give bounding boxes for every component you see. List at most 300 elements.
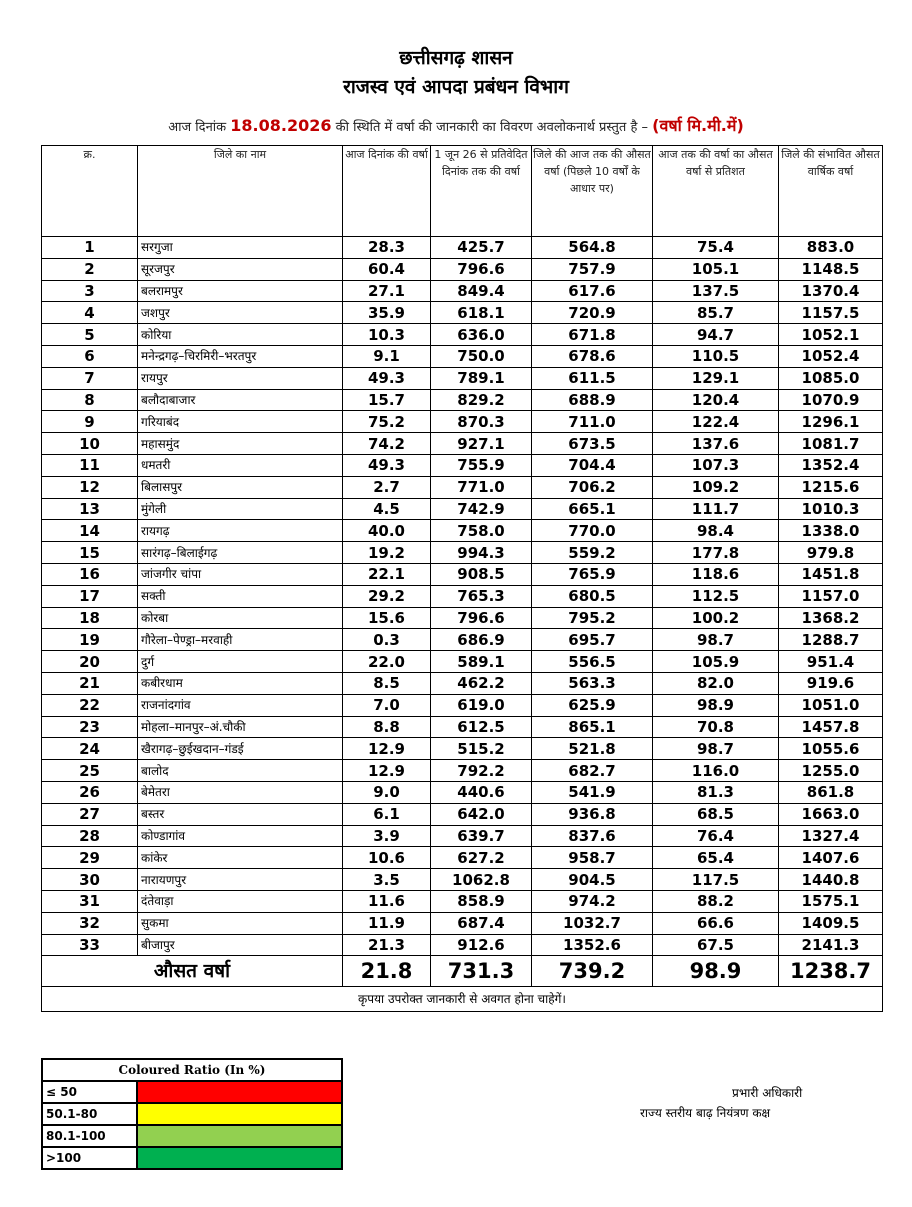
annual-rain-cell: 1368.2 — [779, 607, 883, 629]
table-row — [42, 411, 883, 433]
table-row — [42, 454, 883, 476]
today-rain-cell: 2.7 — [343, 476, 431, 498]
table-row — [42, 890, 883, 912]
officer-office: राज्य स्तरीय बाढ़ नियंत्रण कक्ष — [640, 1106, 771, 1120]
annual-rain-cell: 951.4 — [779, 651, 883, 673]
serial-cell: 5 — [42, 324, 138, 346]
percent-cell: 88.2 — [653, 890, 779, 912]
percent-cell: 98.4 — [653, 520, 779, 542]
percent-cell: 98.7 — [653, 629, 779, 651]
cumulative-rain-cell: 994.3 — [431, 542, 532, 564]
percent-cell: 137.6 — [653, 433, 779, 455]
district-name-cell: खैरागढ़–छुईखदान–गंडई — [138, 738, 343, 760]
col-header-serial: क्र. — [42, 146, 138, 237]
cumulative-rain-cell: 758.0 — [431, 520, 532, 542]
table-row — [42, 934, 883, 956]
district-name-cell: बस्तर — [138, 803, 343, 825]
report-date: 18.08.2026 — [230, 116, 332, 135]
average-percent: 98.9 — [653, 956, 779, 987]
average-rain-cell: 958.7 — [532, 847, 653, 869]
col-header-percent: आज तक की वर्षा का औसत वर्षा से प्रतिशत — [653, 146, 779, 237]
percent-cell: 105.1 — [653, 258, 779, 280]
legend-swatch — [137, 1081, 342, 1103]
district-name-cell: सुकमा — [138, 912, 343, 934]
percent-cell: 65.4 — [653, 847, 779, 869]
average-annual: 1238.7 — [779, 956, 883, 987]
table-row — [42, 651, 883, 673]
average-rain-cell: 564.8 — [532, 237, 653, 259]
average-rain-cell: 720.9 — [532, 302, 653, 324]
average-rain-cell: 521.8 — [532, 738, 653, 760]
percent-cell: 129.1 — [653, 367, 779, 389]
cumulative-rain-cell: 589.1 — [431, 651, 532, 673]
serial-cell: 2 — [42, 258, 138, 280]
percent-cell: 70.8 — [653, 716, 779, 738]
district-name-cell: जशपुर — [138, 302, 343, 324]
today-rain-cell: 11.9 — [343, 912, 431, 934]
annual-rain-cell: 1052.4 — [779, 345, 883, 367]
table-row — [42, 433, 883, 455]
table-row — [42, 280, 883, 302]
average-rain-cell: 671.8 — [532, 324, 653, 346]
district-name-cell: गौरेला–पेण्ड्रा–मरवाही — [138, 629, 343, 651]
today-rain-cell: 15.7 — [343, 389, 431, 411]
annual-rain-cell: 2141.3 — [779, 934, 883, 956]
average-label: औसत वर्षा — [42, 956, 343, 987]
serial-cell: 6 — [42, 345, 138, 367]
today-rain-cell: 12.9 — [343, 738, 431, 760]
today-rain-cell: 19.2 — [343, 542, 431, 564]
table-row — [42, 367, 883, 389]
serial-cell: 3 — [42, 280, 138, 302]
average-rain-cell: 974.2 — [532, 890, 653, 912]
serial-cell: 30 — [42, 869, 138, 891]
serial-cell: 23 — [42, 716, 138, 738]
col-header-average-rain: जिले की आज तक की औसत वर्षा (पिछले 10 वर्षों के आधार पर) — [532, 146, 653, 237]
percent-cell: 120.4 — [653, 389, 779, 411]
serial-cell: 15 — [42, 542, 138, 564]
table-row — [42, 825, 883, 847]
percent-cell: 177.8 — [653, 542, 779, 564]
today-rain-cell: 0.3 — [343, 629, 431, 651]
colour-legend — [41, 1058, 343, 1170]
table-row — [42, 781, 883, 803]
average-rain-cell: 556.5 — [532, 651, 653, 673]
annual-rain-cell: 1440.8 — [779, 869, 883, 891]
signature-block — [640, 1083, 890, 1123]
table-row — [42, 258, 883, 280]
average-rain-cell: 865.1 — [532, 716, 653, 738]
average-rain-cell: 765.9 — [532, 563, 653, 585]
district-name-cell: महासमुंद — [138, 433, 343, 455]
legend-swatch — [137, 1147, 342, 1169]
percent-cell: 82.0 — [653, 672, 779, 694]
annual-rain-cell: 1052.1 — [779, 324, 883, 346]
average-rain-cell: 757.9 — [532, 258, 653, 280]
district-name-cell: रायपुर — [138, 367, 343, 389]
cumulative-rain-cell: 927.1 — [431, 433, 532, 455]
percent-cell: 112.5 — [653, 585, 779, 607]
district-name-cell: बलौदाबाजार — [138, 389, 343, 411]
today-rain-cell: 60.4 — [343, 258, 431, 280]
serial-cell: 7 — [42, 367, 138, 389]
legend-label: 80.1-100 — [42, 1125, 137, 1147]
serial-cell: 18 — [42, 607, 138, 629]
today-rain-cell: 49.3 — [343, 367, 431, 389]
average-rain-cell: 625.9 — [532, 694, 653, 716]
cumulative-rain-cell: 462.2 — [431, 672, 532, 694]
cumulative-rain-cell: 908.5 — [431, 563, 532, 585]
today-rain-cell: 75.2 — [343, 411, 431, 433]
district-name-cell: सरगुजा — [138, 237, 343, 259]
percent-cell: 117.5 — [653, 869, 779, 891]
table-row — [42, 607, 883, 629]
col-header-cumulative-rain: 1 जून 26 से प्रतिवेदित दिनांक तक की वर्षा — [431, 146, 532, 237]
percent-cell: 98.9 — [653, 694, 779, 716]
average-rain-cell: 688.9 — [532, 389, 653, 411]
district-name-cell: मनेन्द्रगढ़–चिरमिरी–भरतपुर — [138, 345, 343, 367]
average-today: 21.8 — [343, 956, 431, 987]
district-name-cell: जांजगीर चांपा — [138, 563, 343, 585]
today-rain-cell: 8.5 — [343, 672, 431, 694]
percent-cell: 68.5 — [653, 803, 779, 825]
average-rain-cell: 678.6 — [532, 345, 653, 367]
annual-rain-cell: 1407.6 — [779, 847, 883, 869]
district-name-cell: बालोद — [138, 760, 343, 782]
subtitle-prefix: आज दिनांक — [168, 120, 227, 135]
cumulative-rain-cell: 515.2 — [431, 738, 532, 760]
average-rain-cell: 617.6 — [532, 280, 653, 302]
table-header-row — [42, 146, 883, 237]
annual-rain-cell: 1157.5 — [779, 302, 883, 324]
col-header-today-rain: आज दिनांक की वर्षा — [343, 146, 431, 237]
annual-rain-cell: 1288.7 — [779, 629, 883, 651]
district-name-cell: बिलासपुर — [138, 476, 343, 498]
serial-cell: 10 — [42, 433, 138, 455]
cumulative-rain-cell: 870.3 — [431, 411, 532, 433]
average-rain-cell: 936.8 — [532, 803, 653, 825]
average-rain-cell: 695.7 — [532, 629, 653, 651]
percent-cell: 81.3 — [653, 781, 779, 803]
table-row — [42, 585, 883, 607]
percent-cell: 137.5 — [653, 280, 779, 302]
annual-rain-cell: 1085.0 — [779, 367, 883, 389]
cumulative-rain-cell: 636.0 — [431, 324, 532, 346]
annual-rain-cell: 883.0 — [779, 237, 883, 259]
serial-cell: 9 — [42, 411, 138, 433]
district-name-cell: रायगढ़ — [138, 520, 343, 542]
annual-rain-cell: 1010.3 — [779, 498, 883, 520]
cumulative-rain-cell: 642.0 — [431, 803, 532, 825]
district-name-cell: मुंगेली — [138, 498, 343, 520]
table-row — [42, 542, 883, 564]
percent-cell: 100.2 — [653, 607, 779, 629]
table-row — [42, 716, 883, 738]
note-row — [42, 987, 883, 1012]
percent-cell: 122.4 — [653, 411, 779, 433]
legend-title: Coloured Ratio (In %) — [42, 1059, 342, 1081]
average-rain-cell: 559.2 — [532, 542, 653, 564]
annual-rain-cell: 1081.7 — [779, 433, 883, 455]
department-title: राजस्व एवं आपदा प्रबंधन विभाग — [343, 76, 569, 98]
percent-cell: 107.3 — [653, 454, 779, 476]
district-name-cell: दंतेवाड़ा — [138, 890, 343, 912]
legend-label: ≤ 50 — [42, 1081, 137, 1103]
percent-cell: 98.7 — [653, 738, 779, 760]
today-rain-cell: 10.6 — [343, 847, 431, 869]
average-rain-cell: 711.0 — [532, 411, 653, 433]
today-rain-cell: 9.1 — [343, 345, 431, 367]
table-row — [42, 629, 883, 651]
annual-rain-cell: 1157.0 — [779, 585, 883, 607]
district-name-cell: सारंगढ़–बिलाईगढ़ — [138, 542, 343, 564]
annual-rain-cell: 1148.5 — [779, 258, 883, 280]
cumulative-rain-cell: 792.2 — [431, 760, 532, 782]
col-header-district: जिले का नाम — [138, 146, 343, 237]
col-header-annual-rain: जिले की संभावित औसत वार्षिक वर्षा — [779, 146, 883, 237]
serial-cell: 12 — [42, 476, 138, 498]
district-name-cell: सक्ती — [138, 585, 343, 607]
annual-rain-cell: 1352.4 — [779, 454, 883, 476]
today-rain-cell: 49.3 — [343, 454, 431, 476]
table-row — [42, 520, 883, 542]
serial-cell: 21 — [42, 672, 138, 694]
serial-cell: 16 — [42, 563, 138, 585]
cumulative-rain-cell: 829.2 — [431, 389, 532, 411]
legend-row — [42, 1081, 342, 1103]
average-rain-cell: 704.4 — [532, 454, 653, 476]
cumulative-rain-cell: 627.2 — [431, 847, 532, 869]
district-name-cell: कबीरधाम — [138, 672, 343, 694]
cumulative-rain-cell: 425.7 — [431, 237, 532, 259]
today-rain-cell: 40.0 — [343, 520, 431, 542]
table-row — [42, 389, 883, 411]
average-cumulative: 731.3 — [431, 956, 532, 987]
cumulative-rain-cell: 912.6 — [431, 934, 532, 956]
table-row — [42, 476, 883, 498]
percent-cell: 109.2 — [653, 476, 779, 498]
percent-cell: 67.5 — [653, 934, 779, 956]
table-row — [42, 760, 883, 782]
table-row — [42, 237, 883, 259]
cumulative-rain-cell: 849.4 — [431, 280, 532, 302]
average-rain-cell: 673.5 — [532, 433, 653, 455]
serial-cell: 17 — [42, 585, 138, 607]
table-row — [42, 694, 883, 716]
percent-cell: 110.5 — [653, 345, 779, 367]
district-name-cell: दुर्ग — [138, 651, 343, 673]
today-rain-cell: 21.3 — [343, 934, 431, 956]
serial-cell: 31 — [42, 890, 138, 912]
today-rain-cell: 9.0 — [343, 781, 431, 803]
serial-cell: 33 — [42, 934, 138, 956]
percent-cell: 66.6 — [653, 912, 779, 934]
cumulative-rain-cell: 639.7 — [431, 825, 532, 847]
cumulative-rain-cell: 687.4 — [431, 912, 532, 934]
table-row — [42, 324, 883, 346]
average-rain-cell: 1032.7 — [532, 912, 653, 934]
average-rain-cell: 541.9 — [532, 781, 653, 803]
cumulative-rain-cell: 742.9 — [431, 498, 532, 520]
serial-cell: 29 — [42, 847, 138, 869]
serial-cell: 4 — [42, 302, 138, 324]
district-name-cell: गरियाबंद — [138, 411, 343, 433]
district-name-cell: कोरिया — [138, 324, 343, 346]
today-rain-cell: 10.3 — [343, 324, 431, 346]
table-row — [42, 803, 883, 825]
annual-rain-cell: 979.8 — [779, 542, 883, 564]
table-row — [42, 498, 883, 520]
legend-label: >100 — [42, 1147, 137, 1169]
serial-cell: 11 — [42, 454, 138, 476]
average-rain-cell: 563.3 — [532, 672, 653, 694]
average-rain-cell: 770.0 — [532, 520, 653, 542]
annual-rain-cell: 1215.6 — [779, 476, 883, 498]
cumulative-rain-cell: 796.6 — [431, 258, 532, 280]
today-rain-cell: 15.6 — [343, 607, 431, 629]
annual-rain-cell: 1070.9 — [779, 389, 883, 411]
average-normal: 739.2 — [532, 956, 653, 987]
today-rain-cell: 3.5 — [343, 869, 431, 891]
average-row — [42, 956, 883, 987]
average-rain-cell: 904.5 — [532, 869, 653, 891]
serial-cell: 26 — [42, 781, 138, 803]
percent-cell: 105.9 — [653, 651, 779, 673]
table-row — [42, 738, 883, 760]
rainfall-table — [41, 145, 883, 1012]
cumulative-rain-cell: 789.1 — [431, 367, 532, 389]
serial-cell: 32 — [42, 912, 138, 934]
page-title: छत्तीसगढ़ शासन — [399, 47, 513, 69]
serial-cell: 20 — [42, 651, 138, 673]
annual-rain-cell: 919.6 — [779, 672, 883, 694]
serial-cell: 8 — [42, 389, 138, 411]
district-name-cell: सूरजपुर — [138, 258, 343, 280]
table-row — [42, 847, 883, 869]
legend-swatch — [137, 1103, 342, 1125]
average-rain-cell: 682.7 — [532, 760, 653, 782]
annual-rain-cell: 1051.0 — [779, 694, 883, 716]
table-row — [42, 912, 883, 934]
subtitle-middle: की स्थिति में वर्षा की जानकारी का विवरण अवलोकनार्थ प्रस्तुत है – — [335, 120, 648, 135]
average-rain-cell: 795.2 — [532, 607, 653, 629]
average-rain-cell: 1352.6 — [532, 934, 653, 956]
serial-cell: 28 — [42, 825, 138, 847]
serial-cell: 24 — [42, 738, 138, 760]
today-rain-cell: 4.5 — [343, 498, 431, 520]
cumulative-rain-cell: 755.9 — [431, 454, 532, 476]
annual-rain-cell: 861.8 — [779, 781, 883, 803]
percent-cell: 75.4 — [653, 237, 779, 259]
average-rain-cell: 665.1 — [532, 498, 653, 520]
annual-rain-cell: 1663.0 — [779, 803, 883, 825]
serial-cell: 1 — [42, 237, 138, 259]
today-rain-cell: 7.0 — [343, 694, 431, 716]
percent-cell: 116.0 — [653, 760, 779, 782]
district-name-cell: मोहला–मानपुर–अं.चौकी — [138, 716, 343, 738]
average-rain-cell: 837.6 — [532, 825, 653, 847]
annual-rain-cell: 1255.0 — [779, 760, 883, 782]
average-rain-cell: 680.5 — [532, 585, 653, 607]
district-name-cell: बेमेतरा — [138, 781, 343, 803]
annual-rain-cell: 1451.8 — [779, 563, 883, 585]
note-text: कृपया उपरोक्त जानकारी से अवगत होना चाहेगें। — [42, 987, 883, 1012]
serial-cell: 22 — [42, 694, 138, 716]
district-name-cell: कोरबा — [138, 607, 343, 629]
average-rain-cell: 611.5 — [532, 367, 653, 389]
today-rain-cell: 8.8 — [343, 716, 431, 738]
district-name-cell: नारायणपुर — [138, 869, 343, 891]
district-name-cell: बीजापुर — [138, 934, 343, 956]
officer-title: प्रभारी अधिकारी — [732, 1086, 803, 1100]
annual-rain-cell: 1575.1 — [779, 890, 883, 912]
cumulative-rain-cell: 686.9 — [431, 629, 532, 651]
today-rain-cell: 3.9 — [343, 825, 431, 847]
percent-cell: 118.6 — [653, 563, 779, 585]
legend-swatch — [137, 1125, 342, 1147]
annual-rain-cell: 1457.8 — [779, 716, 883, 738]
today-rain-cell: 12.9 — [343, 760, 431, 782]
unit-label: (वर्षा मि.मी.में) — [652, 116, 744, 135]
today-rain-cell: 6.1 — [343, 803, 431, 825]
cumulative-rain-cell: 796.6 — [431, 607, 532, 629]
legend-row — [42, 1103, 342, 1125]
serial-cell: 19 — [42, 629, 138, 651]
cumulative-rain-cell: 618.1 — [431, 302, 532, 324]
district-name-cell: कोण्डागांव — [138, 825, 343, 847]
serial-cell: 25 — [42, 760, 138, 782]
district-name-cell: धमतरी — [138, 454, 343, 476]
table-row — [42, 302, 883, 324]
legend-row — [42, 1125, 342, 1147]
annual-rain-cell: 1370.4 — [779, 280, 883, 302]
today-rain-cell: 11.6 — [343, 890, 431, 912]
annual-rain-cell: 1055.6 — [779, 738, 883, 760]
annual-rain-cell: 1296.1 — [779, 411, 883, 433]
cumulative-rain-cell: 765.3 — [431, 585, 532, 607]
annual-rain-cell: 1409.5 — [779, 912, 883, 934]
annual-rain-cell: 1327.4 — [779, 825, 883, 847]
today-rain-cell: 27.1 — [343, 280, 431, 302]
report-subtitle — [0, 114, 912, 136]
district-name-cell: कांकेर — [138, 847, 343, 869]
serial-cell: 27 — [42, 803, 138, 825]
today-rain-cell: 35.9 — [343, 302, 431, 324]
serial-cell: 14 — [42, 520, 138, 542]
cumulative-rain-cell: 771.0 — [431, 476, 532, 498]
legend-label: 50.1-80 — [42, 1103, 137, 1125]
district-name-cell: राजनांदगांव — [138, 694, 343, 716]
table-row — [42, 345, 883, 367]
cumulative-rain-cell: 1062.8 — [431, 869, 532, 891]
table-row — [42, 869, 883, 891]
today-rain-cell: 22.1 — [343, 563, 431, 585]
table-row — [42, 563, 883, 585]
today-rain-cell: 28.3 — [343, 237, 431, 259]
average-rain-cell: 706.2 — [532, 476, 653, 498]
district-name-cell: बलरामपुर — [138, 280, 343, 302]
today-rain-cell: 74.2 — [343, 433, 431, 455]
table-row — [42, 672, 883, 694]
cumulative-rain-cell: 440.6 — [431, 781, 532, 803]
cumulative-rain-cell: 619.0 — [431, 694, 532, 716]
cumulative-rain-cell: 612.5 — [431, 716, 532, 738]
percent-cell: 85.7 — [653, 302, 779, 324]
today-rain-cell: 29.2 — [343, 585, 431, 607]
percent-cell: 111.7 — [653, 498, 779, 520]
cumulative-rain-cell: 750.0 — [431, 345, 532, 367]
serial-cell: 13 — [42, 498, 138, 520]
